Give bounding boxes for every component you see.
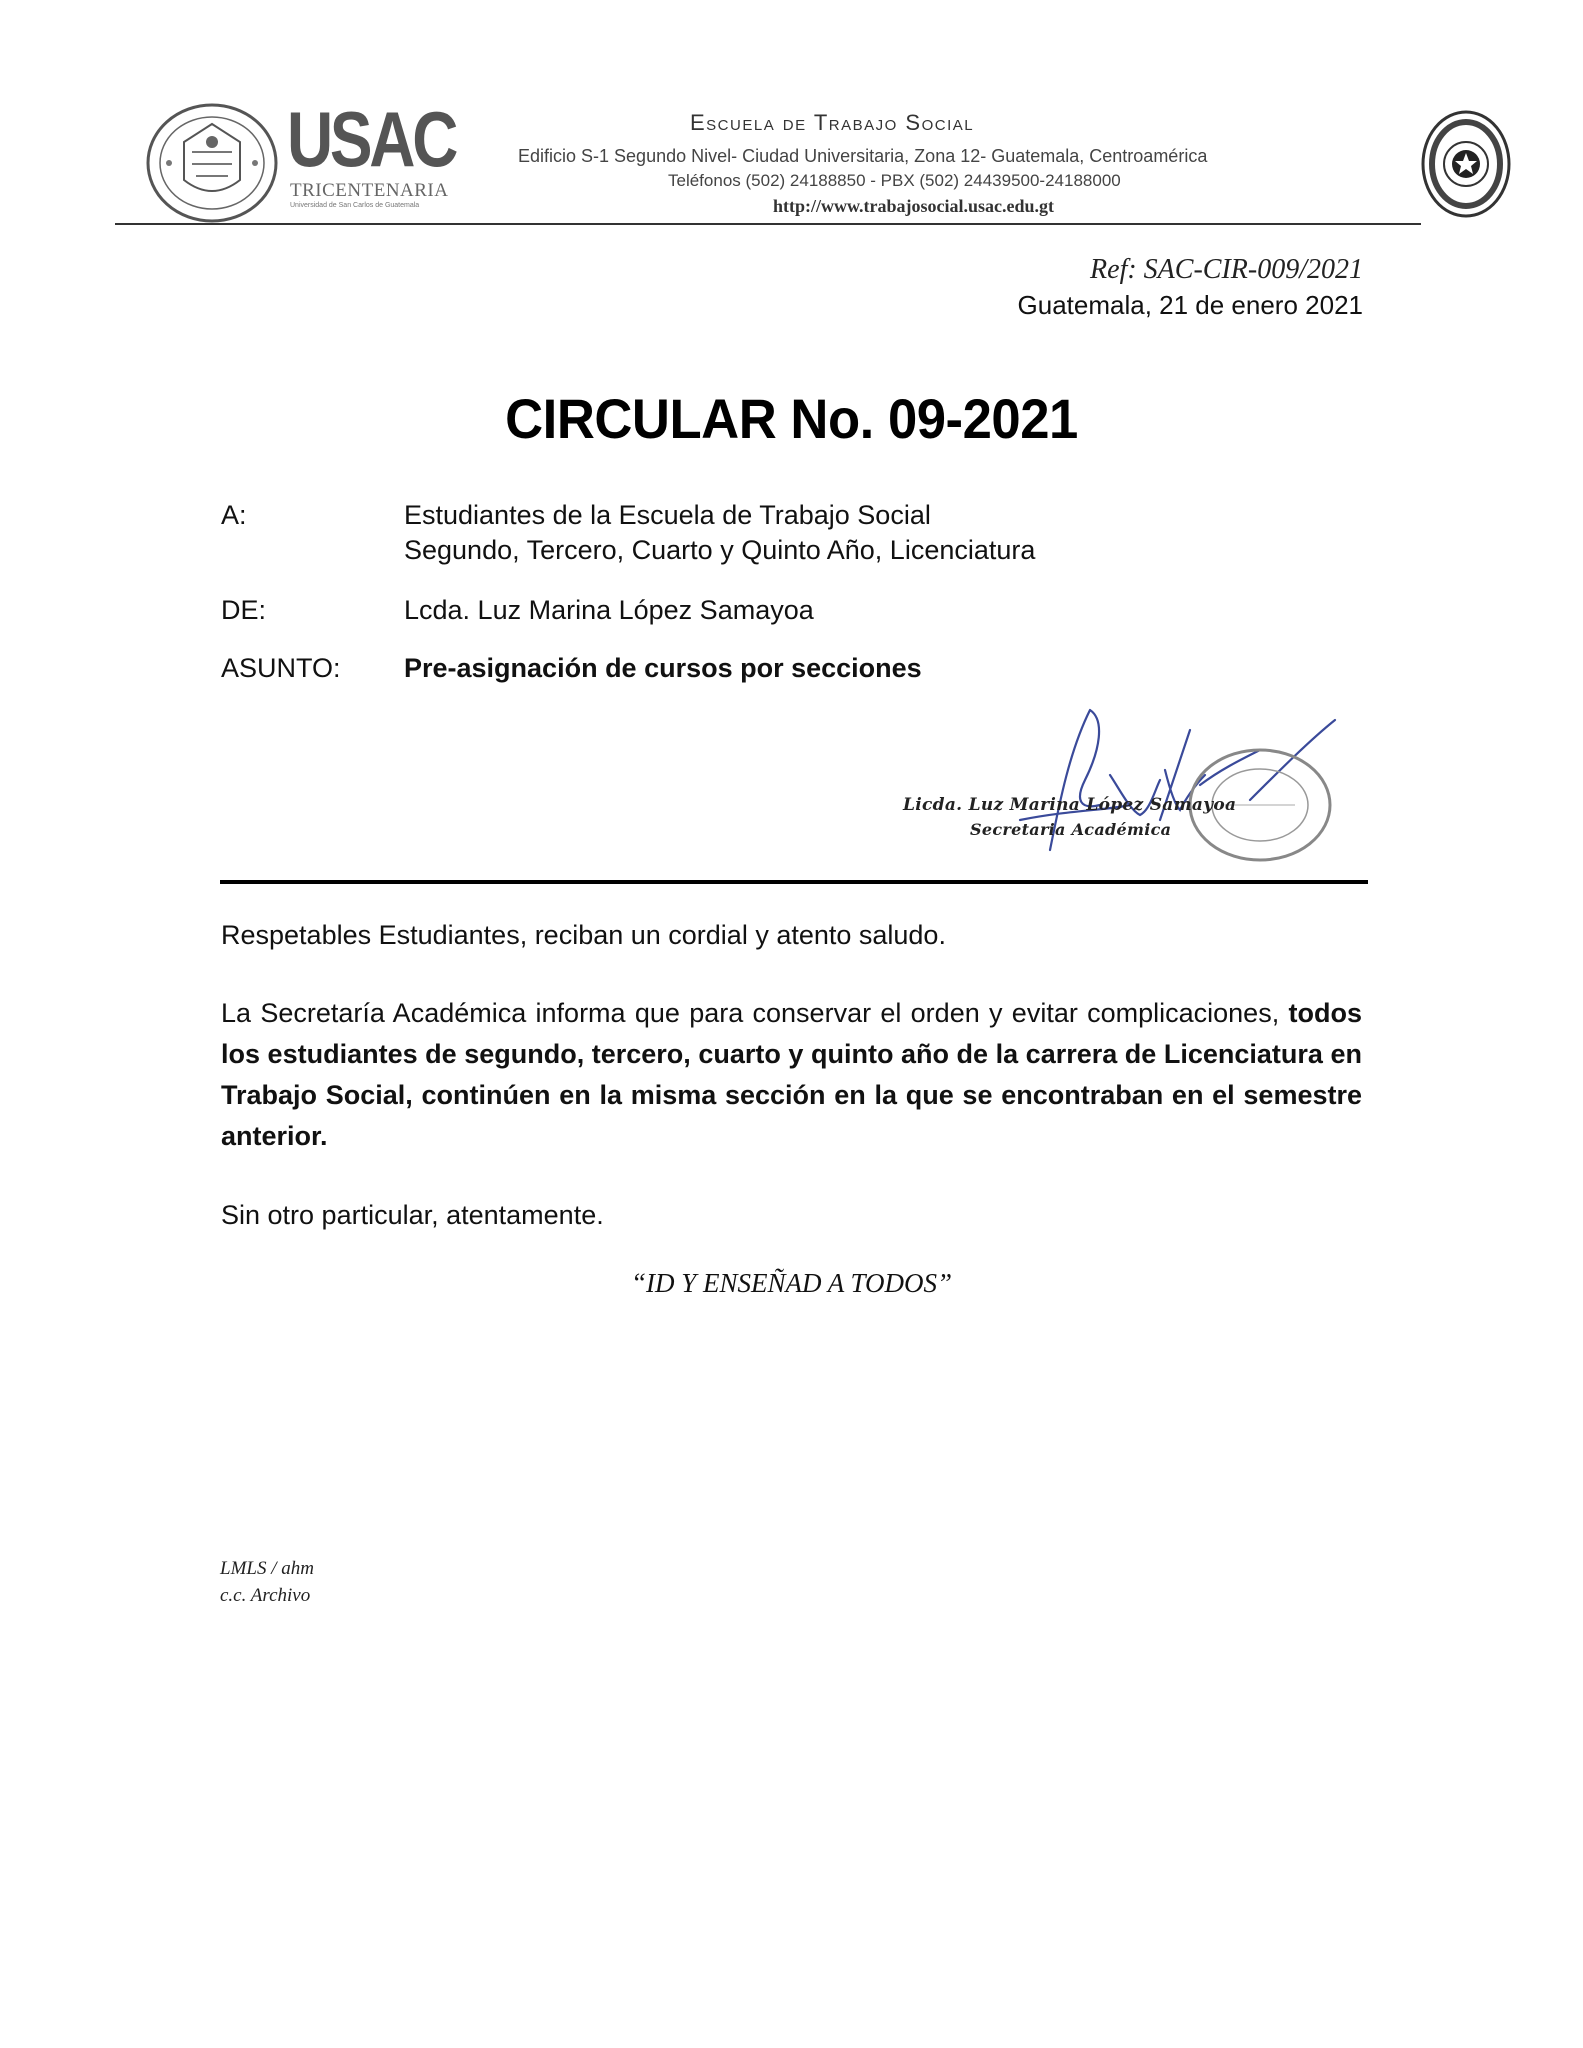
signatory-role: Secretaria Académica [970,820,1172,839]
closing-text: Sin otro particular, atentamente. [221,1200,604,1230]
signatory-name: Licda. Luz Marina López Samayoa [903,795,1237,815]
school-seal-icon [1420,108,1512,220]
to-value-line2: Segundo, Tercero, Cuarto y Quinto Año, Licenciatura [404,535,1036,565]
page-title: CIRCULAR No. 09-2021 [505,387,1078,450]
to-label: A: [221,500,247,530]
subject-label: ASUNTO: [221,653,341,683]
paragraph-regular: La Secretaría Académica informa que para conservar el orden y evitar complicaciones, [221,998,1289,1028]
tricentenaria-label: TRICENTENARIA [290,180,449,201]
author-initials: LMLS / ahm [220,1558,314,1579]
university-seal-icon [144,102,280,224]
address-line: Edificio S-1 Segundo Nivel- Ciudad Universitaria, Zona 12- Guatemala, Centroamérica [518,146,1208,166]
body-paragraph [221,993,1362,1157]
section-divider [220,880,1368,884]
document-date: Guatemala, 21 de enero 2021 [1017,290,1363,320]
usac-logo-text: USAC [287,95,456,183]
phone-line: Teléfonos (502) 24188850 - PBX (502) 24439500-24188000 [668,171,1121,190]
paragraph-bold: todos los estudiantes de segundo, tercero, cuarto y quinto año de la carrera de Licenciatura en Trabajo Social, continúen en la misma sección en la que se encontraban en el semestre anterior. [221,998,1362,1151]
header-divider [115,223,1421,225]
reference-number: Ref: SAC-CIR-009/2021 [1090,254,1363,285]
from-value: Lcda. Luz Marina López Samayoa [404,595,814,625]
to-value-line1: Estudiantes de la Escuela de Trabajo Social [404,500,931,530]
greeting-text: Respetables Estudiantes, reciban un cordial y atento saludo. [221,920,946,950]
from-label: DE: [221,595,267,625]
subject-value: Pre-asignación de cursos por secciones [404,653,922,683]
motto-text: “ID Y ENSEÑAD A TODOS” [630,1268,953,1298]
university-name-small: Universidad de San Carlos de Guatemala [290,202,420,209]
carbon-copy: c.c. Archivo [220,1585,311,1606]
school-name: Escuela de Trabajo Social [690,110,975,135]
website-link[interactable]: http://www.trabajosocial.usac.edu.gt [773,196,1055,216]
